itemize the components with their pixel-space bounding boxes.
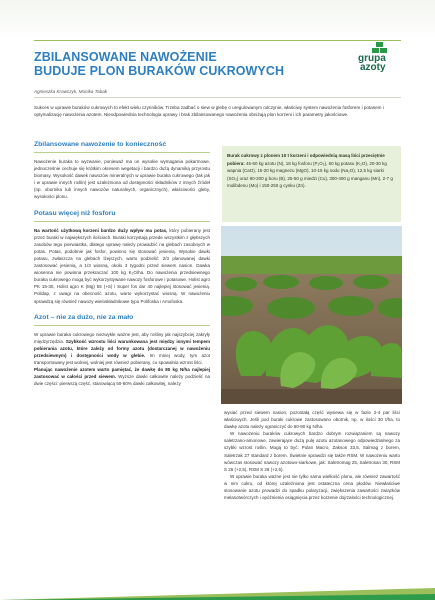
right-paragraph-3: W uprawie buraka ważne jest nie tylko sama wielkość plonu, ale również zawartość w nim cukru, od której uzależniona jest ostateczna cena płodów. Niewłaściwe stosowanie azotu prowadzi do spadku polaryzacji, zwiększenia zawartości związków melasotwórczych i opóźnienia osiągnięcia przez korzenie dojrzałości technologicznej.	[224, 473, 400, 501]
section-heading: Zbilansowane nawożenie to konieczność	[34, 140, 210, 153]
section-nitrogen	[34, 313, 210, 388]
article-title	[34, 50, 334, 78]
nutrient-uptake-box	[222, 146, 401, 222]
authors-divider	[34, 97, 401, 98]
info-box-text: 45-60 kg azotu (N), 18 kg fosforu (P₂O₅), 60 kg potasu (K₂O), 20-30 kg wapnia (CaO), 15-20 kg magnezu (MgO), 10-15 kg sodu (Na₂O), 12,5 kg siarki (SO₃) oraz 80-200 g boru (B), 25-50 g miedzi (Cu), 300-400 g manganu (Mn), 2-7 g molibdenu (Mo) i 150-250 g cynku (Zn).	[227, 160, 393, 188]
right-paragraph-2: W nawożeniu buraków cukrowych bardzo dobrym rozwiązaniem są nawozy saletrzano-amonowe, zawierające dużą pulę azotu azotanowego odpowiedzialnego za szybki wzrost roślin. Mogą to być: Pulan Macro, Zakson 33,5, Salmag z borem, Saletrzak 27 standard z borem. Świetnie sprawdzi się także RSM. W nawożeniu warto wówczas stosować nawozy azotowo-siarkowe, jak: Saletromag 25, Saletrosan 30, RSM S 26 (+2,5), RSM S 28 (+2,5).	[224, 431, 400, 472]
section-body-d-bold: Planując nawożenie azotem warto pamiętać, że dawkę do 80 kg N/ha najlepiej zastosować w całości przed siewem.	[34, 367, 210, 380]
section-heading: Potasu więcej niż fosforu	[34, 209, 210, 222]
section-body-c: Im mniej wody, tym azot transportowany jest wolniej, wolniej jest również pobierany, co spowalnia wzrost liści.	[34, 352, 210, 365]
header-band	[0, 0, 435, 40]
section-body	[34, 227, 210, 305]
right-paragraph-1: wysiać przed siewem nasion, pozostałą część wysiewa się w fazie 2-4 par liści właściwych. Jeśli pod buraki cukrowe zastosowano obornik, np. w ilości 30 t/ha, to dawkę azotu należy ograniczyć do 60-90 kg N/ha.	[224, 410, 400, 430]
section-body-rest: który pobierany jest przez buraki w największych ilościach. Buraki korzystają przede wszystkim z głębszych zasobów tego pierwiastka, dlatego uprawę należy prowadzić na glebach zasobnych w potas. Potas, podobnie jak fosfor, powinno się stosować jesienią. Wysokie dawki potasu, zwłaszcza na glebach lżejszych, warto podzielić: 2/3 planowanej dawki zastosować jesienią, a 1/3 wiosną, około 3 tygodni przed siewem nasion. Dawka wiosenna nie powinna przekraczać 100 kg K₂O/ha. Do nawożenia przedsiewnego buraka cukrowego mogą być wykorzystywane nawozy fosforowe i potasowe. Holist agro PK 15-30, Holist agro K (Mg) 55 (+S) i Super fos dar 40 najlepiej stosować jesienią. Polidap, z uwagi na obecność azotu, warto wykorzystać wiosną. W nawożeniu sprawdzą się również nawozy wieloskładnikowe typu Polifoska i Amofoska.	[34, 227, 210, 304]
section-body-e: Wyższe dawki całkowite należy podzielić na dwie części: pierwszą część, stanowiącą 50-60% dawki całkowitej, należy	[34, 374, 210, 387]
logo-text-grupa: grupa	[358, 53, 386, 64]
section-body: Nawożenie buraka to wyzwanie, ponieważ ma on wysokie wymagania pokarmowe, jednocześnie cechuje się krótkim okresem wegetacji i bardzo dużą dynamiką przyrostu biomasy. Wysokość dawek nawozów mineralnych w uprawie buraka cukrowego (tak jak i w uprawie innych roślin) jest uzależniona od dostępności składników z innych źródeł (np. obornika lub innych nawozów naturalnych, organicznych), właściwości gleby, wysokości plonu.	[34, 159, 210, 200]
section-body-a: W uprawie buraka cukrowego niezwykle ważne jest, aby rośliny jak najszybciej zakryły międzyrzędzia.	[34, 331, 210, 344]
title-line-1: ZBILANSOWANE NAWOŻENIE	[34, 50, 217, 64]
info-box-lead: Burak cukrowy z plonem 10 t korzeni i odpowiednią masą liści przeciętnie pobiera:	[227, 153, 385, 166]
intro-paragraph: Sukces w uprawie buraków cukrowych to efekt wielu czynników. Trzeba zadbać o siew w glebę o uregulowanym odczynie, właściwy system nawożenia fosforem i potasem i optymalizację nawożenia azotem. Nieodpowiednia technologia uprawy i brak zbilansowanego nawożenia obniżają plon korzeni i ich parametry jakościowe.	[34, 105, 384, 118]
section-heading: Azot – nie za dużo, nie za mało	[34, 313, 210, 326]
sugar-beet-field-photo	[221, 226, 402, 404]
grupa-azoty-logo	[352, 42, 402, 82]
left-column	[34, 140, 210, 395]
section-balanced-fertilization	[34, 140, 210, 201]
section-body-b-bold: Szybkość wzrostu liści warunkowana jest między innymi tempem pobierania azotu, które zależy od formy azotu (dostarczanej w nawożeniu przedsiewnym) i dostępności wody w glebie.	[34, 338, 211, 358]
section-body-2	[34, 366, 210, 387]
section-body	[34, 331, 210, 366]
section-lead-bold: Na wartość użytkową korzeni bardzo duży wpływ ma potas,	[34, 227, 168, 233]
logo-text-azoty: azoty	[360, 62, 386, 73]
section-potassium	[34, 209, 210, 305]
authors-line: Agnieszka Krawczyk, Monika Tabak	[34, 89, 108, 94]
footer-stripe	[0, 584, 435, 600]
right-column	[224, 409, 400, 501]
title-line-2: BUDUJE PLON BURAKÓW CUKROWYCH	[34, 64, 285, 78]
header-rule	[34, 40, 401, 41]
field-illustration	[221, 226, 402, 404]
